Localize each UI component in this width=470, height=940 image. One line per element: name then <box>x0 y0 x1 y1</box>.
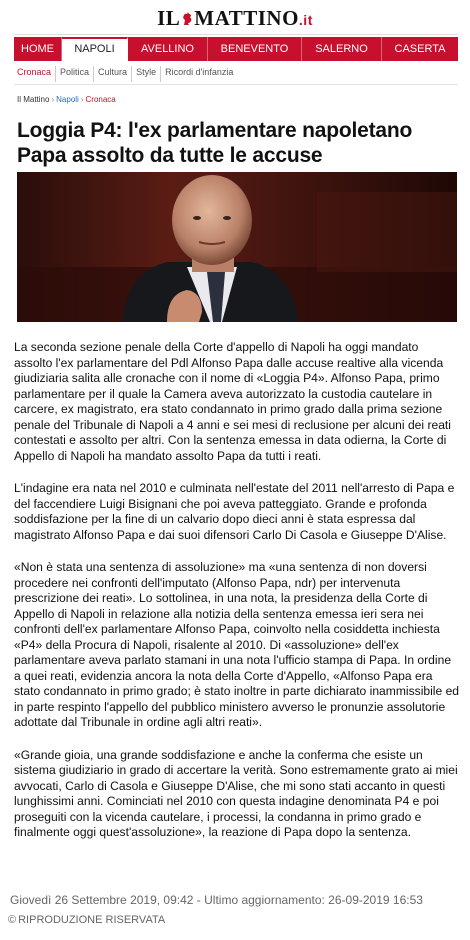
breadcrumb-separator: › <box>51 95 55 104</box>
article-paragraph: «Non è stata una sentenza di assoluzione» ma «una sentenza di non doversi procedere nei confronti dell'imputato (Alfonso Papa, ndr) per intervenuta prescrizione dei reati». Lo sottolinea, in una nota, la presidenza della Corte di Appello di Napoli in relazione alla notizia della sentenza emessa ieri sera nei confronti dell'ex parlamentare Alfonso Papa, coinvolto nella cosiddetta inchiesta «P4» della Procura di Napoli, risalente al 2010. Di «assoluzione» dell'ex parlamentare aveva parlato stamani in una nota l'ufficio stampa di Papa. In ordine a quei reati, evidenzia ancora la nota della Corte d'Appello, «Alfonso Papa era stato condannato in primo grado; è stato inoltre in parte dichiarato inammissibile ed in parte respinto l'appello del pubblico ministero avverso le pronunzie assolutorie adottate dal Tribunale in ordine agli altri reati». <box>14 560 460 729</box>
article-paragraph: L'indagine era nata nel 2010 e culminata nell'estate del 2011 nell'arresto di Papa e del faccendiere Luigi Bisignani che poi aveva patteggiato. Grande e profonda soddisfazione per la fine di un calvario dopo dieci anni è stata espressa dal magistrato Alfonso Papa e dai suoi difensori Carlo Di Casola e Giuseppe D'Alise. <box>14 481 455 542</box>
article-hero-image[interactable] <box>17 172 457 322</box>
header-divider <box>14 34 458 35</box>
nav-item-home[interactable]: HOME <box>14 37 62 61</box>
copyright-text: RIPRODUZIONE RISERVATA <box>18 914 166 926</box>
nav-item-benevento[interactable]: BENEVENTO <box>208 37 302 61</box>
sub-nav <box>14 66 458 82</box>
breadcrumb-home[interactable]: Il Mattino <box>17 95 50 104</box>
article-paragraph: «Grande gioia, una grande soddisfazione e anche la conferma che esiste un sistema giudiziario in grado di accertare la verità. Sono estremamente grato ai miei avvocati, Carlo di Casola e Giuseppe D'Alise, che mi sono stati accanto in questi lunghissimi anni. Cominciati nel 2010 con questa indagine denominata P4 e poi proseguiti con la vicenda cautelare, i processi, la condanna in primo grado e finalmente oggi quest'assoluzione», la reazione di Papa dopo la sentenza. <box>14 747 458 839</box>
breadcrumb-current[interactable]: Cronaca <box>85 95 116 104</box>
site-logo[interactable] <box>0 6 470 32</box>
article-title: Loggia P4: l'ex parlamentare napoletano Papa assolto da tutte le accuse <box>17 119 413 167</box>
subnav-item-style[interactable]: Style <box>132 66 161 82</box>
subnav-item-politica[interactable]: Politica <box>56 66 94 82</box>
breadcrumb-separator: › <box>80 95 84 104</box>
copyright-icon: © <box>8 914 17 926</box>
nav-item-salerno[interactable]: SALERNO <box>302 37 382 61</box>
article-body <box>14 340 460 858</box>
article-date: Giovedì 26 Settembre 2019, 09:42 - Ultimo aggiornamento: 26-09-2019 16:53 <box>10 893 423 907</box>
breadcrumb-section[interactable]: Napoli <box>56 95 79 104</box>
article-paragraph: La seconda sezione penale della Corte d'appello di Napoli ha oggi mandato assolto l'ex parlamentare del Pdl Alfonso Papa dalle accuse realtive alla vicenda giudiziaria salita alle cronache con il nome di «Loggia P4». Alfonso Papa, primo parlamentare per il quale la Camera aveva autorizzato la custodia cautelare in carcere, ex magistrato, era stato condannato in primo grado dalla prima sezione penale del Tribunale di Napoli a 4 anni e sei mesi di reclusione per alcuni dei reati contestati e assolto per altri. Con la sentenza emessa in data odierna, la Corte di Appello di Napoli ha mandato assolto Papa da tutti i reati. <box>14 340 451 463</box>
breadcrumb <box>17 95 116 104</box>
nav-item-caserta[interactable]: CASERTA <box>394 43 446 55</box>
main-nav <box>14 37 458 61</box>
subnav-item-ricordi[interactable]: Ricordi d'infanzia <box>165 67 234 77</box>
subnav-divider <box>14 84 458 85</box>
copyright-notice <box>8 913 165 927</box>
subnav-item-cultura[interactable]: Cultura <box>94 66 132 82</box>
logo-text-left: IL <box>157 6 181 30</box>
logo-text-right: MATTINO <box>194 6 299 30</box>
nav-item-napoli[interactable]: NAPOLI <box>62 37 128 61</box>
nav-item-avellino[interactable]: AVELLINO <box>128 37 208 61</box>
hero-photo <box>17 172 457 322</box>
rooster-icon <box>181 12 193 26</box>
logo-tld: .it <box>298 12 313 28</box>
subnav-item-cronaca[interactable]: Cronaca <box>14 66 56 82</box>
